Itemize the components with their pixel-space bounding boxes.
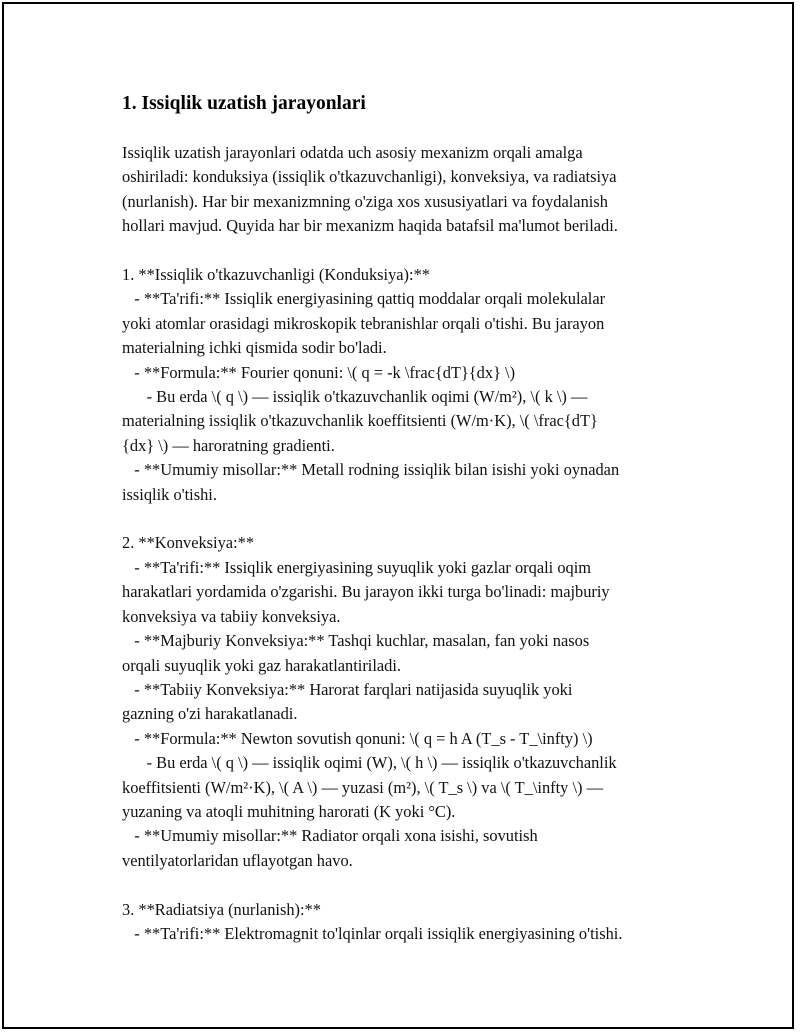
- paragraph-gap: [122, 873, 722, 897]
- paragraph-gap: [122, 239, 722, 263]
- text-line: 2. **Konveksiya:**: [122, 533, 255, 553]
- text-line: konveksiya va tabiiy konveksiya.: [122, 606, 341, 626]
- text-line: - **Umumiy misollar:** Radiator orqali xona isishi, sovutish: [122, 826, 538, 846]
- page-frame: [2, 2, 794, 1029]
- paragraph: [122, 141, 722, 239]
- paragraph: [122, 263, 722, 507]
- text-line: 3. **Radiatsiya (nurlanish):**: [122, 899, 321, 919]
- text-line: - **Formula:** Newton sovutish qonuni: \( q = h A (T_s - T_\infty) \): [122, 728, 593, 748]
- text-line: orqali suyuqlik yoki gaz harakatlantiriladi.: [122, 655, 402, 675]
- paragraphs: [122, 141, 722, 946]
- text-line: gazning o'zi harakatlanadi.: [122, 704, 298, 724]
- text-line: 1. **Issiqlik o'tkazuvchanligi (Konduksiya):**: [122, 265, 430, 285]
- text-line: - **Ta'rifi:** Issiqlik energiyasining qattiq moddalar orqali molekulalar: [122, 289, 606, 309]
- text-line: yoki atomlar orasidagi mikroskopik tebranishlar orqali o'tishi. Bu jarayon: [122, 313, 605, 333]
- text-line: - **Ta'rifi:** Issiqlik energiyasining suyuqlik yoki gazlar orqali oqim: [122, 557, 592, 577]
- text-line: (nurlanish). Har bir mexanizmning o'ziga xos xususiyatlari va foydalanish: [122, 191, 608, 211]
- text-line: oshiriladi: konduksiya (issiqlik o'tkazuvchanligi), konveksiya, va radiatsiya: [122, 167, 617, 187]
- text-line: - **Formula:** Fourier qonuni: \( q = -k \frac{dT}{dx} \): [122, 362, 516, 382]
- text-line: hollari mavjud. Quyida har bir mexanizm haqida batafsil ma'lumot beriladi.: [122, 216, 618, 236]
- paragraph: [122, 898, 722, 947]
- text-line: koeffitsienti (W/m²·K), \( A \) — yuzasi (m²), \( T_s \) va \( T_\infty \) —: [122, 777, 603, 797]
- text-line: - **Umumiy misollar:** Metall rodning issiqlik bilan isishi yoki oynadan: [122, 460, 620, 480]
- text-line: materialning ichki qismida sodir bo'ladi.: [122, 338, 387, 358]
- text-line: - Bu erda \( q \) — issiqlik o'tkazuvchanlik oqimi (W/m²), \( k \) —: [122, 387, 588, 407]
- text-line: - **Majburiy Konveksiya:** Tashqi kuchlar, masalan, fan yoki nasos: [122, 631, 590, 651]
- text-line: yuzaning va atoqli muhitning harorati (K yoki °C).: [122, 801, 456, 821]
- paragraph: [122, 531, 722, 873]
- document-body: [122, 92, 722, 946]
- text-line: - **Tabiiy Konveksiya:** Harorat farqlari natijasida suyuqlik yoki: [122, 679, 573, 699]
- text-line: issiqlik o'tishi.: [122, 484, 217, 504]
- paragraph-gap: [122, 507, 722, 531]
- text-line: materialning issiqlik o'tkazuvchanlik koeffitsienti (W/m·K), \( \frac{dT}: [122, 411, 598, 431]
- text-line: - Bu erda \( q \) — issiqlik oqimi (W), \( h \) — issiqlik o'tkazuvchanlik: [122, 753, 617, 773]
- text-line: harakatlari yordamida o'zgarishi. Bu jarayon ikki turga bo'linadi: majburiy: [122, 582, 610, 602]
- document-title: 1. Issiqlik uzatish jarayonlari: [122, 93, 366, 114]
- text-line: - **Ta'rifi:** Elektromagnit to'lqinlar orqali issiqlik energiyasining o'tishi.: [122, 923, 623, 943]
- text-line: ventilyatorlaridan uflayotgan havo.: [122, 850, 353, 870]
- text-line: Issiqlik uzatish jarayonlari odatda uch asosiy mexanizm orqali amalga: [122, 143, 583, 162]
- text-line: {dx} \) — haroratning gradienti.: [122, 435, 335, 455]
